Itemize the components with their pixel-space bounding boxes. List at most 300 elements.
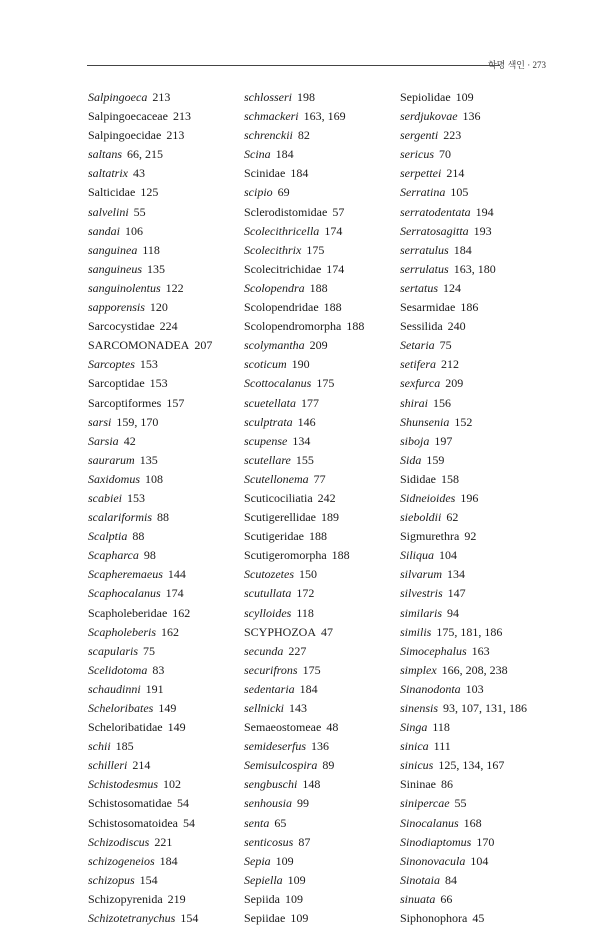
header-rule [87, 65, 500, 66]
index-term: sexfurca [400, 376, 441, 391]
index-pages: 158 [441, 471, 459, 486]
index-term: scupense [244, 433, 288, 448]
index-term: Sepia [244, 853, 271, 868]
index-term: Sinanodonta [400, 681, 461, 696]
index-entry [400, 451, 550, 470]
index-pages: 175, 181, 186 [436, 624, 503, 639]
index-term: sanguinea [88, 242, 138, 257]
index-pages: 170 [476, 834, 495, 849]
index-entry [244, 890, 394, 909]
index-pages: 109 [285, 891, 303, 906]
index-pages: 209 [309, 338, 328, 353]
index-term: Scelidotoma [88, 662, 148, 677]
index-pages: 98 [143, 548, 156, 563]
index-entry [244, 871, 394, 890]
index-term: sertatus [400, 280, 439, 295]
index-entry [88, 489, 238, 508]
index-term: Scapharca [88, 548, 139, 563]
index-entry [400, 413, 550, 432]
index-term: Scuticociliatia [244, 490, 313, 505]
index-entry [244, 508, 394, 527]
index-entry [88, 145, 238, 164]
index-pages: 223 [443, 128, 462, 143]
index-entry [400, 317, 550, 336]
index-pages: 198 [297, 90, 315, 104]
index-entry [88, 623, 238, 642]
index-entry [400, 88, 550, 107]
index-term: scipio [244, 185, 273, 200]
index-term: sengbuschi [244, 777, 298, 792]
index-term: Salticidae [88, 185, 136, 200]
index-entry [88, 336, 238, 355]
index-term: senticosus [244, 834, 294, 849]
index-entry [88, 909, 238, 928]
index-term: sapporensis [88, 300, 145, 315]
index-entry [244, 279, 394, 298]
index-entry [400, 546, 550, 565]
index-pages: 122 [165, 280, 184, 295]
index-entry [244, 756, 394, 775]
index-term: Sinotaia [400, 872, 441, 887]
index-term: Scolecithrix [244, 242, 302, 257]
index-entry [244, 909, 394, 928]
index-term: Scolecitrichidae [244, 261, 322, 276]
index-term: Saxidomus [88, 471, 140, 486]
index-entry [244, 699, 394, 718]
index-term: Schizotetranychus [88, 911, 176, 926]
index-term: saurarum [88, 452, 135, 467]
index-term: Scheloribatidae [88, 720, 163, 735]
index-pages: 109 [455, 90, 474, 104]
index-entry [244, 661, 394, 680]
index-pages: 125, 134, 167 [438, 758, 505, 773]
index-entry [400, 756, 550, 775]
index-entry [400, 871, 550, 890]
index-term: serrulatus [400, 261, 449, 276]
index-term: schizogeneios [88, 853, 155, 868]
index-entry [88, 546, 238, 565]
index-term: Schizopyrenida [88, 891, 163, 906]
index-pages: 166, 208, 238 [441, 662, 508, 677]
index-pages: 134 [292, 433, 311, 448]
index-entry [400, 852, 550, 871]
index-entry [88, 298, 238, 317]
index-pages: 163 [471, 643, 490, 658]
index-pages: 62 [446, 510, 459, 525]
index-entry [244, 298, 394, 317]
index-term: Sinonovacula [400, 853, 466, 868]
index-entry [244, 833, 394, 852]
index-entry [88, 794, 238, 813]
index-term: sinuata [400, 891, 436, 906]
index-term: schii [88, 739, 111, 754]
index-pages: 109 [290, 911, 309, 926]
index-entry [400, 241, 550, 260]
index-term: schrenckii [244, 128, 293, 143]
index-pages: 106 [125, 223, 144, 238]
index-term: semideserfus [244, 739, 306, 754]
index-pages: 184 [290, 166, 309, 181]
index-pages: 70 [439, 147, 451, 162]
index-entry [88, 718, 238, 737]
index-pages: 188 [323, 300, 342, 315]
index-entry [400, 642, 550, 661]
index-entry [400, 355, 550, 374]
index-entry [244, 584, 394, 603]
index-term: Scutigeromorpha [244, 548, 327, 563]
index-entry [244, 489, 394, 508]
index-pages: 184 [275, 147, 294, 162]
index-pages: 108 [145, 471, 163, 486]
index-pages: 118 [142, 242, 160, 257]
index-term: Sessilida [400, 319, 443, 334]
index-entry [400, 203, 550, 222]
index-term: Sepiidae [244, 911, 286, 926]
index-pages: 143 [288, 701, 307, 715]
index-entry [244, 413, 394, 432]
index-pages: 136 [311, 739, 329, 754]
index-entry [88, 164, 238, 183]
index-term: sieboldii [400, 510, 442, 525]
index-pages: 175 [306, 242, 325, 257]
index-term: Scaphocalanus [88, 586, 161, 601]
index-entry [244, 470, 394, 489]
index-entry [244, 203, 394, 222]
index-pages: 146 [297, 414, 316, 429]
index-term: Semisulcospira [244, 758, 318, 773]
index-term: scylloides [244, 605, 292, 620]
index-pages: 159, 170 [116, 414, 159, 429]
index-pages: 148 [302, 777, 321, 792]
index-term: Scottocalanus [244, 376, 312, 391]
index-pages: 154 [180, 911, 199, 926]
index-pages: 168 [463, 815, 482, 830]
index-pages: 102 [163, 777, 181, 792]
index-entry [88, 642, 238, 661]
index-pages: 184 [453, 242, 472, 257]
index-entry [400, 470, 550, 489]
index-entry [244, 145, 394, 164]
index-term: Salpingoecaceae [88, 109, 168, 124]
index-entry [244, 432, 394, 451]
index-pages: 144 [167, 567, 186, 582]
index-pages: 214 [446, 166, 465, 181]
index-pages: 88 [157, 510, 170, 525]
index-pages: 189 [320, 510, 339, 525]
index-term: SARCOMONADEA [88, 338, 190, 353]
index-pages: 66 [440, 891, 453, 906]
index-entry [88, 241, 238, 260]
index-pages: 104 [439, 548, 458, 563]
index-pages: 209 [445, 376, 464, 391]
index-pages: 163, 169 [303, 109, 346, 124]
index-term: serratulus [400, 242, 449, 257]
index-pages: 75 [439, 338, 452, 353]
index-pages: 184 [159, 853, 178, 868]
index-term: similis [400, 624, 432, 639]
index-entry [244, 546, 394, 565]
index-pages: 240 [447, 319, 466, 334]
index-entry [400, 527, 550, 546]
index-term: saltans [88, 147, 123, 162]
index-term: scutellare [244, 452, 291, 467]
index-term: Scheloribates [88, 701, 154, 715]
index-term: sculptrata [244, 414, 293, 429]
index-entry [88, 126, 238, 145]
index-pages: 42 [123, 433, 136, 448]
index-entry [88, 317, 238, 336]
index-entry [244, 241, 394, 260]
index-entry [88, 88, 238, 107]
index-term: Siphonophora [400, 911, 468, 926]
index-term: sedentaria [244, 681, 295, 696]
index-pages: 185 [115, 739, 134, 754]
index-term: Scapheremaeus [88, 567, 163, 582]
index-term: Sarcoptiformes [88, 395, 162, 410]
index-pages: 149 [167, 720, 186, 735]
index-entry [88, 279, 238, 298]
index-pages: 150 [299, 567, 317, 582]
index-pages: 213 [172, 109, 191, 124]
index-term: Sinocalanus [400, 815, 459, 830]
index-entry [244, 394, 394, 413]
index-pages: 147 [447, 586, 466, 601]
index-term: Shunsenia [400, 414, 450, 429]
index-entry [400, 699, 550, 718]
index-entry [88, 527, 238, 546]
index-entry [400, 374, 550, 393]
index-term: Sidneioides [400, 490, 456, 505]
index-pages: 135 [139, 452, 158, 467]
index-pages: 134 [447, 567, 465, 582]
index-entry [400, 909, 550, 928]
index-pages: 174 [324, 223, 343, 238]
index-column-2 [244, 88, 394, 928]
index-pages: 188 [309, 280, 328, 295]
index-pages: 188 [308, 529, 327, 544]
index-term: Semaeostomeae [244, 720, 322, 735]
index-entry [244, 164, 394, 183]
index-pages: 242 [317, 490, 336, 505]
index-term: Schizodiscus [88, 834, 150, 849]
index-entry [400, 623, 550, 642]
index-entry [244, 642, 394, 661]
index-pages: 48 [326, 720, 339, 735]
index-entry [88, 355, 238, 374]
index-term: scalariformis [88, 510, 153, 525]
index-term: shirai [400, 395, 429, 410]
index-pages: 153 [127, 490, 145, 505]
index-entry [88, 680, 238, 699]
index-pages: 197 [434, 433, 453, 448]
index-entry [400, 890, 550, 909]
index-pages: 92 [464, 529, 477, 544]
index-term: Sididae [400, 471, 436, 486]
index-entry [244, 718, 394, 737]
index-entry [244, 107, 394, 126]
index-entry [400, 260, 550, 279]
index-term: scabiei [88, 490, 122, 505]
index-term: Scolopendridae [244, 300, 319, 315]
index-pages: 77 [313, 471, 326, 486]
index-entry [244, 222, 394, 241]
index-term: Sarsia [88, 433, 119, 448]
index-term: sinica [400, 739, 429, 754]
index-term: setifera [400, 357, 436, 372]
index-pages: 54 [177, 796, 189, 811]
index-entry [400, 394, 550, 413]
index-pages: 194 [475, 204, 494, 219]
index-pages: 153 [139, 357, 158, 372]
index-entry [88, 203, 238, 222]
index-pages: 177 [300, 395, 319, 410]
index-term: senhousia [244, 796, 292, 811]
index-entry [244, 355, 394, 374]
index-entry [244, 565, 394, 584]
index-term: Schistosomatidae [88, 796, 172, 811]
index-pages: 162 [161, 624, 179, 639]
index-term: schlosseri [244, 90, 292, 104]
index-term: Sida [400, 452, 422, 467]
index-term: Sarcoptes [88, 357, 135, 372]
index-entry [88, 432, 238, 451]
index-term: SCYPHOZOA [244, 624, 317, 639]
index-term: Simocephalus [400, 643, 467, 658]
index-pages: 69 [277, 185, 290, 200]
index-pages: 82 [297, 128, 310, 143]
index-entry [400, 222, 550, 241]
index-term: Sepiida [244, 891, 280, 906]
index-entry [88, 260, 238, 279]
index-term: saltatrix [88, 166, 129, 181]
index-term: schilleri [88, 758, 128, 773]
index-term: Setaria [400, 338, 435, 353]
index-entry [88, 871, 238, 890]
index-entry [400, 794, 550, 813]
index-term: Scutigeridae [244, 529, 304, 544]
index-term: senta [244, 815, 270, 830]
index-pages: 224 [159, 319, 178, 334]
index-pages: 94 [447, 605, 460, 620]
index-pages: 105 [450, 185, 469, 200]
index-term: salvelini [88, 204, 129, 219]
index-pages: 219 [167, 891, 186, 906]
index-entry [400, 164, 550, 183]
index-term: sarsi [88, 414, 112, 429]
index-term: Sarcoptidae [88, 376, 145, 391]
index-pages: 227 [288, 643, 307, 658]
index-pages: 103 [465, 681, 484, 696]
index-entry [400, 126, 550, 145]
index-term: scuetellata [244, 395, 296, 410]
index-entry [400, 279, 550, 298]
index-term: sanguinolentus [88, 280, 161, 295]
index-entry [400, 489, 550, 508]
index-entry [244, 527, 394, 546]
index-entry [400, 298, 550, 317]
index-entry [88, 508, 238, 527]
index-pages: 55 [133, 204, 146, 219]
index-pages: 65 [274, 815, 287, 830]
index-term: Scalptia [88, 529, 128, 544]
index-pages: 109 [287, 872, 306, 887]
index-entry [88, 699, 238, 718]
index-pages: 213 [152, 90, 171, 104]
index-pages: 118 [432, 720, 450, 735]
index-entry [400, 680, 550, 699]
index-term: sandai [88, 223, 121, 238]
index-term: sinipercae [400, 796, 450, 811]
index-pages: 136 [462, 109, 481, 124]
index-pages: 186 [460, 300, 479, 315]
index-entry [88, 565, 238, 584]
index-entry [88, 890, 238, 909]
index-pages: 152 [454, 414, 473, 429]
index-term: Sarcocystidae [88, 319, 155, 334]
index-pages: 149 [158, 701, 177, 715]
index-pages: 174 [326, 261, 345, 276]
index-term: schmackeri [244, 109, 299, 124]
index-pages: 154 [139, 872, 158, 887]
index-entry [88, 775, 238, 794]
index-pages: 196 [460, 490, 479, 505]
index-term: Sclerodistomidae [244, 204, 328, 219]
index-term: schizopus [88, 872, 135, 887]
index-pages: 84 [445, 872, 458, 887]
index-pages: 193 [473, 223, 492, 238]
index-term: scolymantha [244, 338, 305, 353]
index-pages: 93, 107, 131, 186 [443, 701, 528, 715]
index-pages: 118 [296, 605, 314, 620]
index-term: scutullata [244, 586, 292, 601]
index-pages: 45 [472, 911, 485, 926]
index-pages: 66, 215 [127, 147, 164, 162]
index-term: Sigmurethra [400, 529, 460, 544]
index-term: Scolecithricella [244, 223, 320, 238]
index-term: Scolopendra [244, 280, 305, 295]
index-term: Scolopendromorpha [244, 319, 342, 334]
index-pages: 89 [322, 758, 335, 773]
index-term: Sepiolidae [400, 90, 451, 104]
index-entry [244, 680, 394, 699]
index-term: Scutellonema [244, 471, 309, 486]
index-entry [244, 126, 394, 145]
index-pages: 120 [149, 300, 168, 315]
index-pages: 172 [296, 586, 315, 601]
index-term: Scutozetes [244, 567, 294, 582]
index-term: silvarum [400, 567, 442, 582]
index-term: Scinidae [244, 166, 286, 181]
index-pages: 125 [140, 185, 159, 200]
index-term: siboja [400, 433, 430, 448]
index-term: Sinodiaptomus [400, 834, 472, 849]
index-entry [88, 661, 238, 680]
index-term: Sesarmidae [400, 300, 456, 315]
index-entry [400, 508, 550, 527]
index-entry [400, 718, 550, 737]
index-term: similaris [400, 605, 443, 620]
index-entry [88, 584, 238, 603]
index-entry [400, 604, 550, 623]
index-entry [88, 833, 238, 852]
index-term: serdjukovae [400, 109, 458, 124]
index-entry [244, 604, 394, 623]
index-entry [400, 336, 550, 355]
running-header: 학명 색인 · 273 [487, 60, 546, 70]
index-entry [244, 451, 394, 470]
index-entry [88, 737, 238, 756]
index-entry [244, 183, 394, 202]
